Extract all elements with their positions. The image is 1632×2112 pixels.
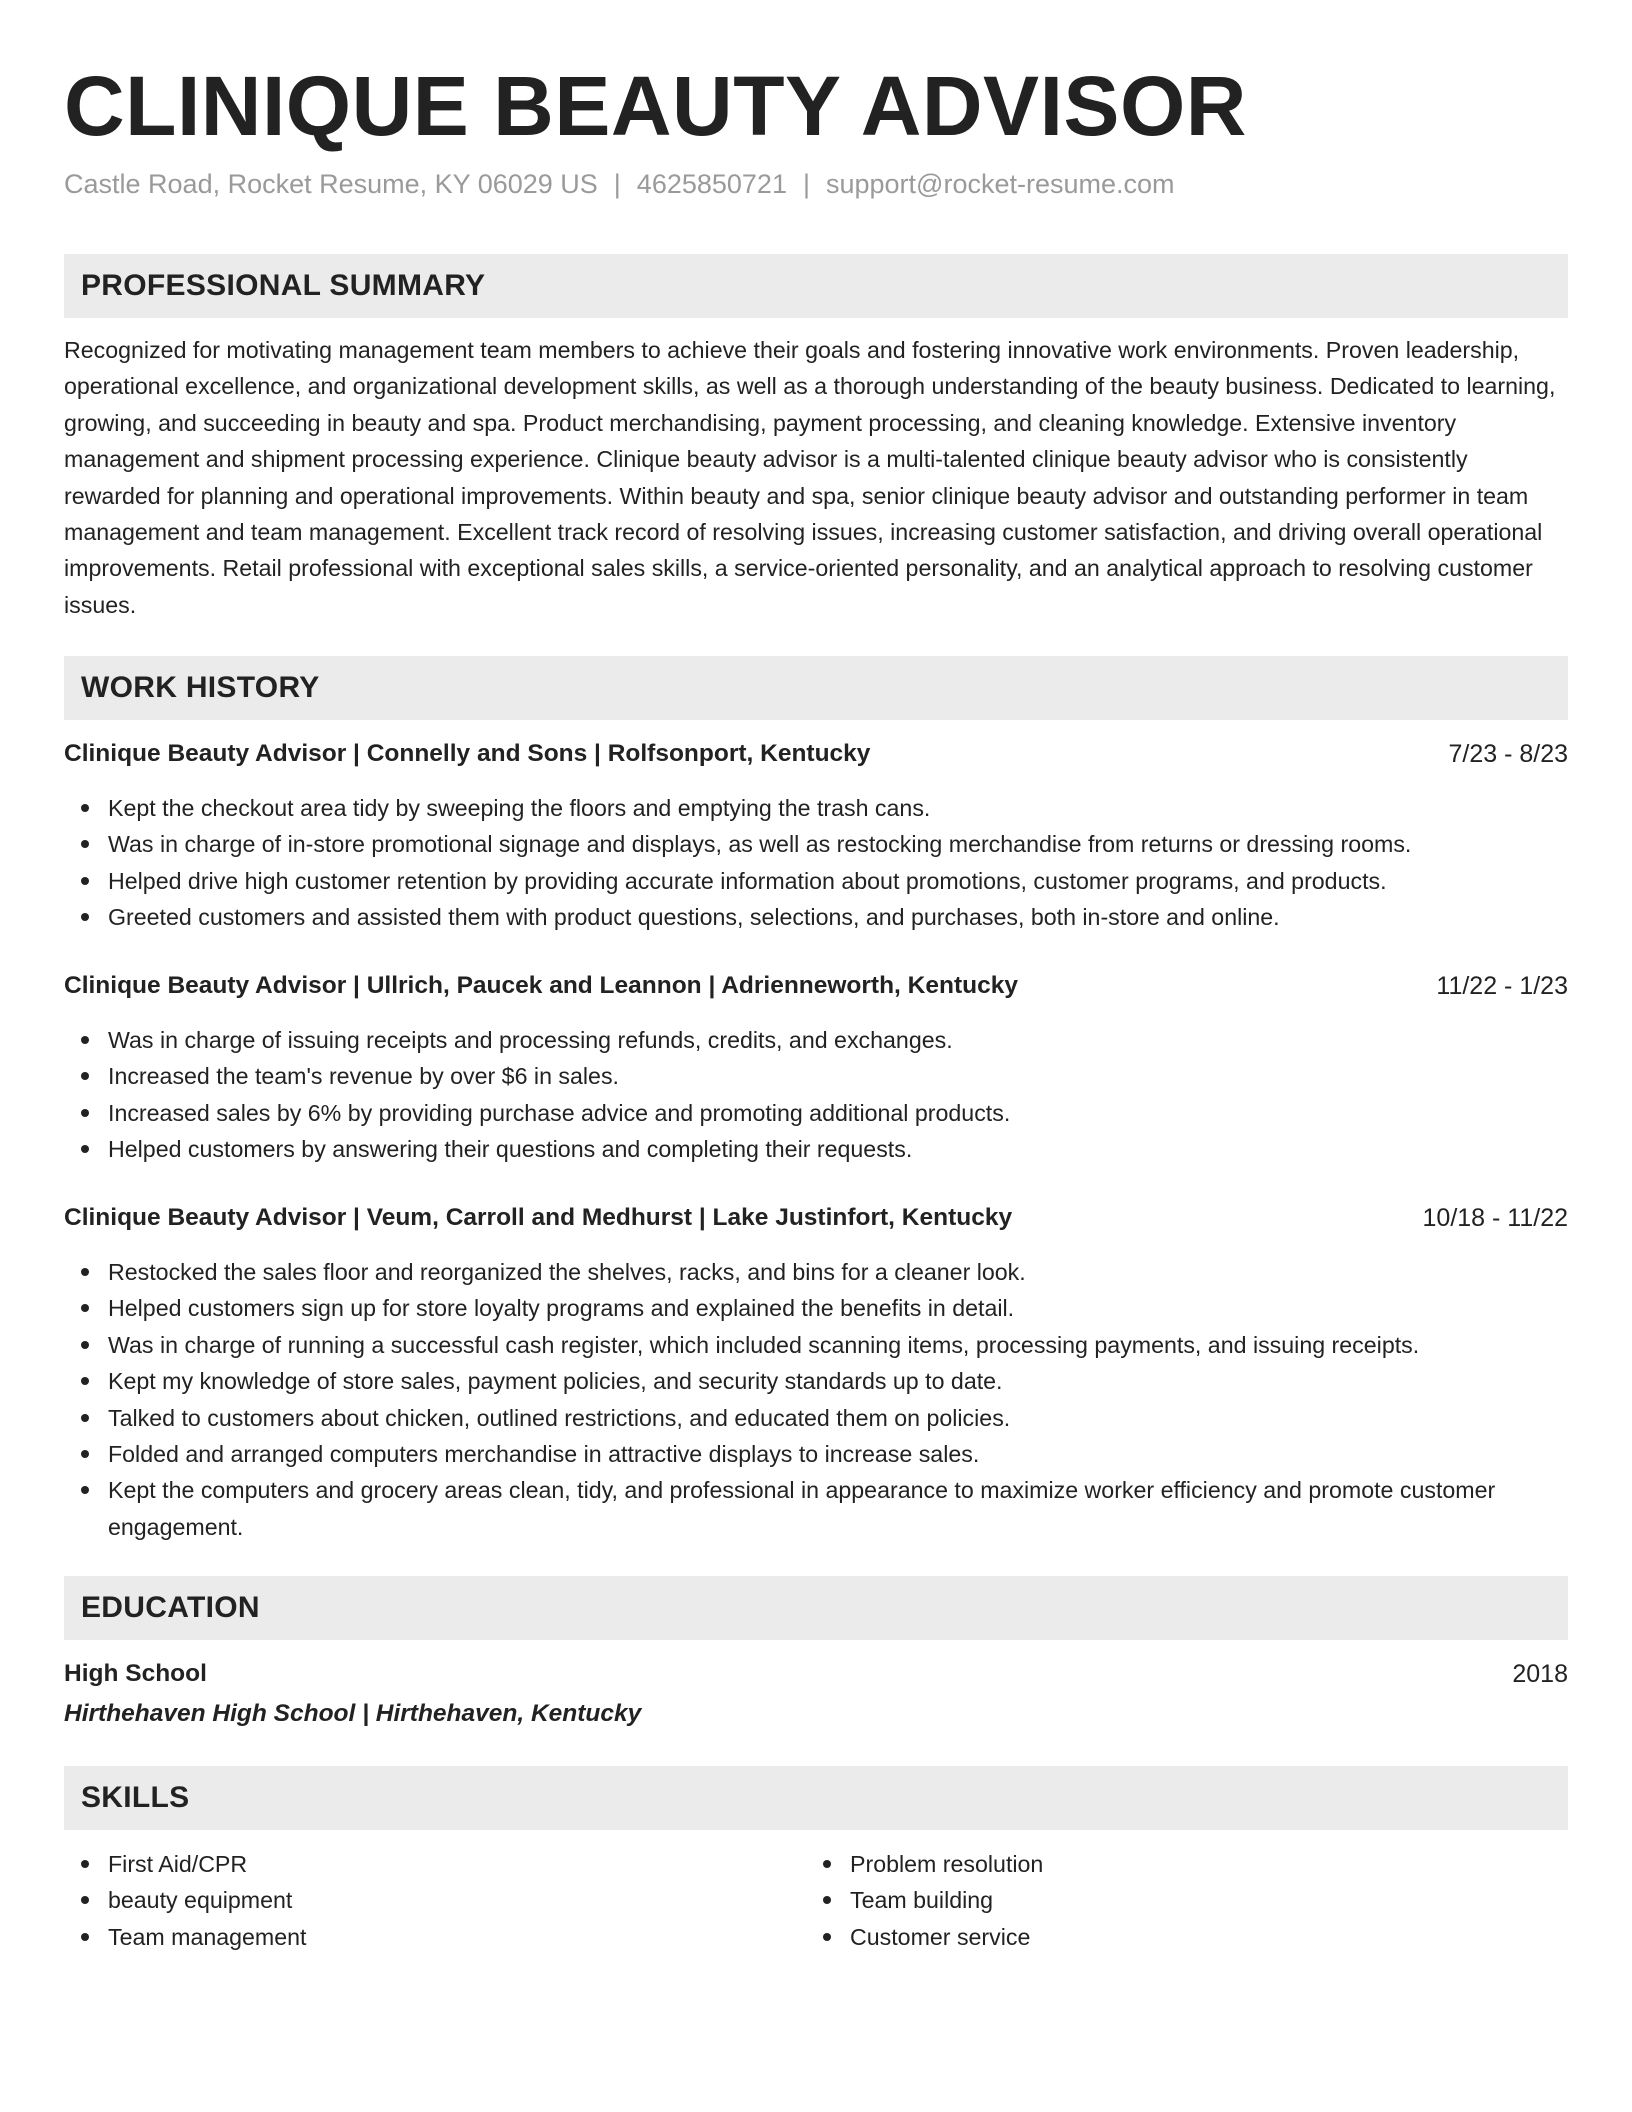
job-bullet: Helped customers sign up for store loyalty programs and explained the benefits in detail. bbox=[64, 1290, 1568, 1326]
job-title bbox=[64, 1200, 1568, 1236]
skills-list-right bbox=[806, 1846, 1632, 1955]
section-title-summary: PROFESSIONAL SUMMARY bbox=[81, 269, 486, 302]
job-bullet: Kept my knowledge of store sales, payment policies, and security standards up to date. bbox=[64, 1363, 1568, 1399]
resume-name: CLINIQUE BEAUTY ADVISOR bbox=[64, 59, 1247, 153]
job-bullets bbox=[64, 790, 1568, 936]
job-bullet: Helped customers by answering their questions and completing their requests. bbox=[64, 1131, 1568, 1167]
skill-item: Team building bbox=[806, 1882, 1632, 1918]
contact-email: support@rocket-resume.com bbox=[825, 169, 1175, 199]
job-bullet: Greeted customers and assisted them with product questions, selections, and purchases, both in-store and online. bbox=[64, 899, 1568, 935]
summary-text: Recognized for motivating management team members to achieve their goals and fostering innovative work environments. Proven leadership, operational excellence, and organizational development skills, as well as a thorough understanding of the beauty business. Dedicated to learning, growing, and succeeding in beauty and spa. Product merchandising, payment processing, and cleaning knowledge. Extensive inventory management and shipment processing experience. Clinique beauty advisor is a multi-talented clinique beauty advisor who is consistently rewarded for planning and operational improvements. Within beauty and spa, senior clinique beauty advisor and outstanding performer in team management and team management. Excellent track record of resolving issues, increasing customer satisfaction, and driving overall operational improvements. Retail professional with exceptional sales skills, a service-oriented personality, and an analytical approach to resolving customer issues. bbox=[64, 337, 1556, 618]
job-bullet: Was in charge of in-store promotional signage and displays, as well as restocking merchandise from returns or dressing rooms. bbox=[64, 826, 1568, 862]
job-title-text: Clinique Beauty Advisor | Ullrich, Paucek and Leannon | Adrienneworth, Kentucky bbox=[64, 972, 1018, 999]
job-bullet: Restocked the sales floor and reorganized the shelves, racks, and bins for a cleaner look. bbox=[64, 1254, 1568, 1290]
job-bullet: Increased the team's revenue by over $6 in sales. bbox=[64, 1058, 1568, 1094]
section-title-skills: SKILLS bbox=[81, 1781, 190, 1814]
skill-item: First Aid/CPR bbox=[64, 1846, 1568, 1882]
skill-item: Customer service bbox=[806, 1919, 1632, 1955]
skill-item: Problem resolution bbox=[806, 1846, 1632, 1882]
job-title-text: Clinique Beauty Advisor | Connelly and Sons | Rolfsonport, Kentucky bbox=[64, 740, 871, 767]
job-bullet: Talked to customers about chicken, outlined restrictions, and educated them on policies. bbox=[64, 1400, 1568, 1436]
job-bullet: Increased sales by 6% by providing purchase advice and promoting additional products. bbox=[64, 1095, 1568, 1131]
job-title-text: Clinique Beauty Advisor | Veum, Carroll and Medhurst | Lake Justinfort, Kentucky bbox=[64, 1204, 1013, 1231]
skill-item: Team management bbox=[64, 1919, 1568, 1955]
section-header-work bbox=[64, 656, 1568, 720]
skill-item: beauty equipment bbox=[64, 1882, 1568, 1918]
job-dates: 7/23 - 8/23 bbox=[1448, 740, 1568, 768]
contact-phone: 4625850721 bbox=[636, 169, 787, 199]
contact-line bbox=[64, 166, 1175, 202]
job-bullet: Kept the checkout area tidy by sweeping the floors and emptying the trash cans. bbox=[64, 790, 1568, 826]
job-dates: 10/18 - 11/22 bbox=[1422, 1204, 1568, 1232]
section-header-education bbox=[64, 1576, 1568, 1640]
section-title-work: WORK HISTORY bbox=[81, 671, 320, 704]
job-bullet: Was in charge of issuing receipts and processing refunds, credits, and exchanges. bbox=[64, 1022, 1568, 1058]
section-header-summary bbox=[64, 254, 1568, 318]
job-bullet: Was in charge of running a successful cash register, which included scanning items, processing payments, and issuing receipts. bbox=[64, 1327, 1568, 1363]
job-bullets bbox=[64, 1254, 1568, 1545]
job-bullet: Helped drive high customer retention by providing accurate information about promotions, customer programs, and products. bbox=[64, 863, 1568, 899]
job-bullets bbox=[64, 1022, 1568, 1168]
job-bullet: Kept the computers and grocery areas clean, tidy, and professional in appearance to maximize worker efficiency and promote customer engagement. bbox=[64, 1472, 1568, 1545]
job-dates: 11/22 - 1/23 bbox=[1436, 972, 1568, 1000]
section-title-education: EDUCATION bbox=[81, 1591, 260, 1624]
section-header-skills bbox=[64, 1766, 1568, 1830]
job-title bbox=[64, 736, 1568, 772]
education-school: Hirthehaven High School | Hirthehaven, Kentucky bbox=[64, 1700, 642, 1727]
job-title bbox=[64, 968, 1568, 1004]
job-bullet: Folded and arranged computers merchandise in attractive displays to increase sales. bbox=[64, 1436, 1568, 1472]
contact-address: Castle Road, Rocket Resume, KY 06029 US bbox=[64, 169, 598, 199]
education-degree: High School bbox=[64, 1660, 207, 1687]
contact-separator: | bbox=[613, 169, 621, 199]
education-year: 2018 bbox=[1512, 1660, 1568, 1688]
education-degree-row bbox=[64, 1656, 1568, 1692]
contact-separator: | bbox=[802, 169, 810, 199]
